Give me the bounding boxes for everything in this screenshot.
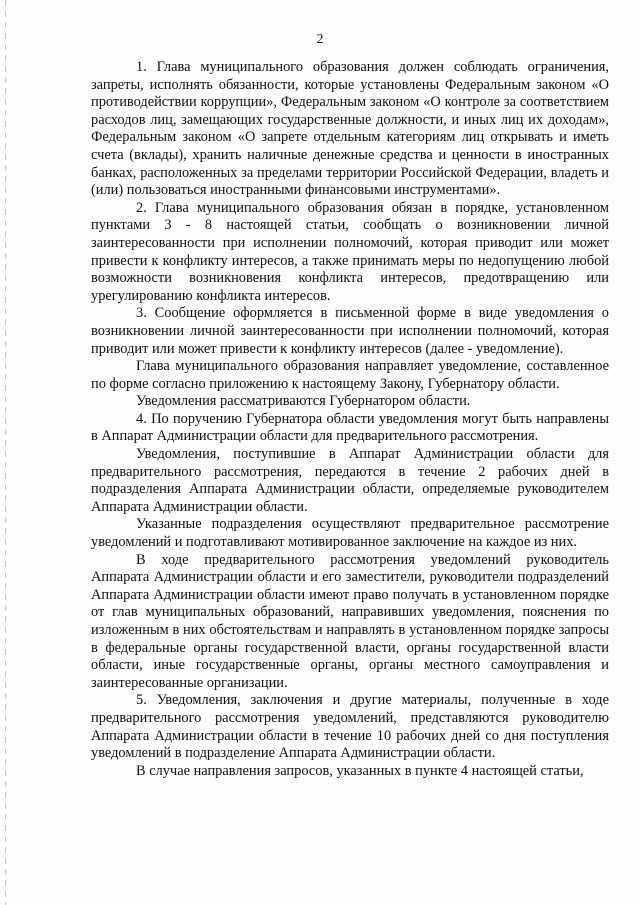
paragraph-1: 1. Глава муниципального образования должен соблюдать ограничения, запреты, исполнять обязанности, которые установлены Федеральным законом «О противодействии коррупции», Федеральным законом «О контроле за соответствием расходов лиц, замещающих государственные должности, и иных лиц их доходам», Федеральным законом «О запрете отдельным категориям лиц открывать и иметь счета (вклады), хранить наличные денежные средства и ценности в иностранных банках, расположенных за пределами территории Российской Федерации, владеть и (или) пользоваться иностранными финансовыми инструментами». — [91, 59, 609, 199]
paragraph-6: 4. По поручению Губернатора области уведомления могут быть направлены в Аппарат Администрации области для предварительного рассмотрения. — [91, 410, 609, 445]
paragraph-3: 3. Сообщение оформляется в письменной форме в виде уведомления о возникновении личной заинтересованности при исполнении полномочий, которая приводит или может привести к конфликту интересов (далее - уведомление). — [91, 305, 609, 357]
paragraph-9: В ходе предварительного рассмотрения уведомлений руководитель Аппарата Администрации области и его заместители, руководители подразделений Аппарата Администрации области имеют право получать в установленном порядке от глав муниципальных образований, направивших уведомления, пояснения по изложенным в них обстоятельствам и направлять в установленном порядке запросы в федеральные органы государственной власти, органы государственной власти области, иные государственные органы, органы местного самоуправления и заинтересованные организации. — [91, 551, 609, 691]
paragraph-11: В случае направления запросов, указанных в пункте 4 настоящей статьи, — [136, 762, 584, 779]
scan-edge — [5, 0, 6, 905]
paragraph-5: Уведомления рассматриваются Губернатором области. — [136, 393, 471, 410]
paragraph-4: Глава муниципального образования направляет уведомление, составленное по форме согласно приложению к настоящему Закону, Губернатору области. — [91, 358, 609, 392]
page-number: 2 — [316, 32, 324, 47]
document-body — [91, 59, 609, 780]
paragraph-7: Уведомления, поступившие в Аппарат Администрации области для предварительного рассмотрения, передаются в течение 2 рабочих дней в подразделения Аппарата Администрации области, определяемые руководителем Аппарата Администрации области. — [91, 446, 609, 515]
paragraph-10: 5. Уведомления, заключения и другие материалы, полученные в ходе предварительного рассмотрения уведомлений, представляются руководителю Аппарата Администрации области в течение 10 рабочих дней со дня поступления уведомлений в подразделение Аппарата Администрации области. — [91, 692, 609, 762]
paragraph-8: Указанные подразделения осуществляют предварительное рассмотрение уведомлений и подготавливают мотивированное заключение на каждое из них. — [91, 516, 609, 551]
paragraph-2: 2. Глава муниципального образования обязан в порядке, установленном пунктами 3 - 8 настоящей статьи, сообщать о возникновении личной заинтересованности при исполнении полномочий, которая приводит или может привести к конфликту интересов, а также принимать меры по недопущению любой возможности возникновения конфликта интересов, предотвращению или урегулированию конфликта интересов. — [91, 199, 609, 304]
